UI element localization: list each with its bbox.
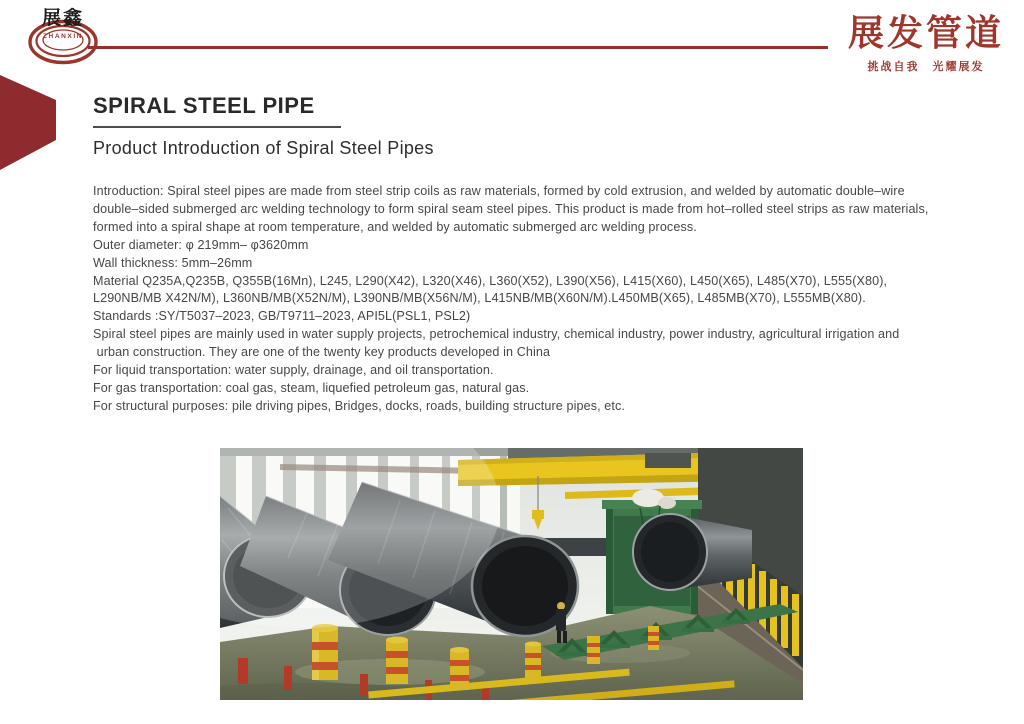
- page-title: SPIRAL STEEL PIPE: [93, 93, 341, 128]
- text-line: formed into a spiral shape at room temperature, and welded by automatic submerged arc welding process.: [93, 219, 697, 234]
- logo-latin-text: ZHANXIN: [42, 33, 84, 40]
- header-divider-line: [88, 46, 828, 49]
- factory-photo-illustration: [220, 448, 803, 700]
- use-structural: For structural purposes: pile driving pipes, Bridges, docks, roads, building structure pipes, etc.: [93, 398, 625, 413]
- wall-thickness-spec: Wall thickness: 5mm–26mm: [93, 255, 253, 270]
- standards-spec: Standards :SY/T5037–2023, GB/T9711–2023, API5L(PSL1, PSL2): [93, 309, 471, 324]
- material-spec: Material Q235A,Q235B, Q355B(16Mn), L245, L290(X42), L320(X46), L360(X52), L390(X56), L415(X60), L450(X65), L485(X70), L555(X80),: [93, 273, 888, 288]
- brand-calligraphy: 展发管道: [847, 12, 1004, 54]
- company-logo: [26, 8, 100, 72]
- page-subtitle: Product Introduction of Spiral Steel Pipes: [93, 138, 434, 158]
- corner-arrow-shape: [0, 73, 56, 171]
- outer-diameter-spec: Outer diameter: φ 219mm– φ3620mm: [93, 237, 309, 252]
- brand-slogan: 挑战自我 光耀展发: [867, 60, 985, 73]
- text-line: urban construction. They are one of the twenty key products developed in China: [93, 345, 551, 360]
- text-line: double–sided submerged arc welding technology to form spiral seam steel pipes. This product is made from hot–rolled steel strips as raw materials,: [93, 201, 929, 216]
- material-spec: L290NB/MB X42N/M), L360NB/MB(X52N/M), L390NB/MB(X56N/M), L415NB/MB(X60N/M).L450MB(X65), L485MB(X70), L555MB(X80).: [93, 291, 866, 306]
- logo-chinese-text: 展鑫: [41, 8, 84, 29]
- brand-block: [836, 10, 1016, 74]
- text-line: Spiral steel pipes are mainly used in water supply projects, petrochemical industry, chemical industry, power industry, agricultural irrigation and: [93, 327, 900, 342]
- use-gas: For gas transportation: coal gas, steam, liquefied petroleum gas, natural gas.: [93, 380, 530, 395]
- text-line: Introduction: Spiral steel pipes are made from steel strip coils as raw materials, formed by cold extrusion, and welded by automatic double–wire: [93, 184, 905, 198]
- use-liquid: For liquid transportation: water supply, drainage, and oil transportation.: [93, 363, 494, 378]
- product-description: [93, 183, 928, 416]
- factory-photo: [220, 448, 803, 700]
- crane-trolley: [645, 453, 691, 468]
